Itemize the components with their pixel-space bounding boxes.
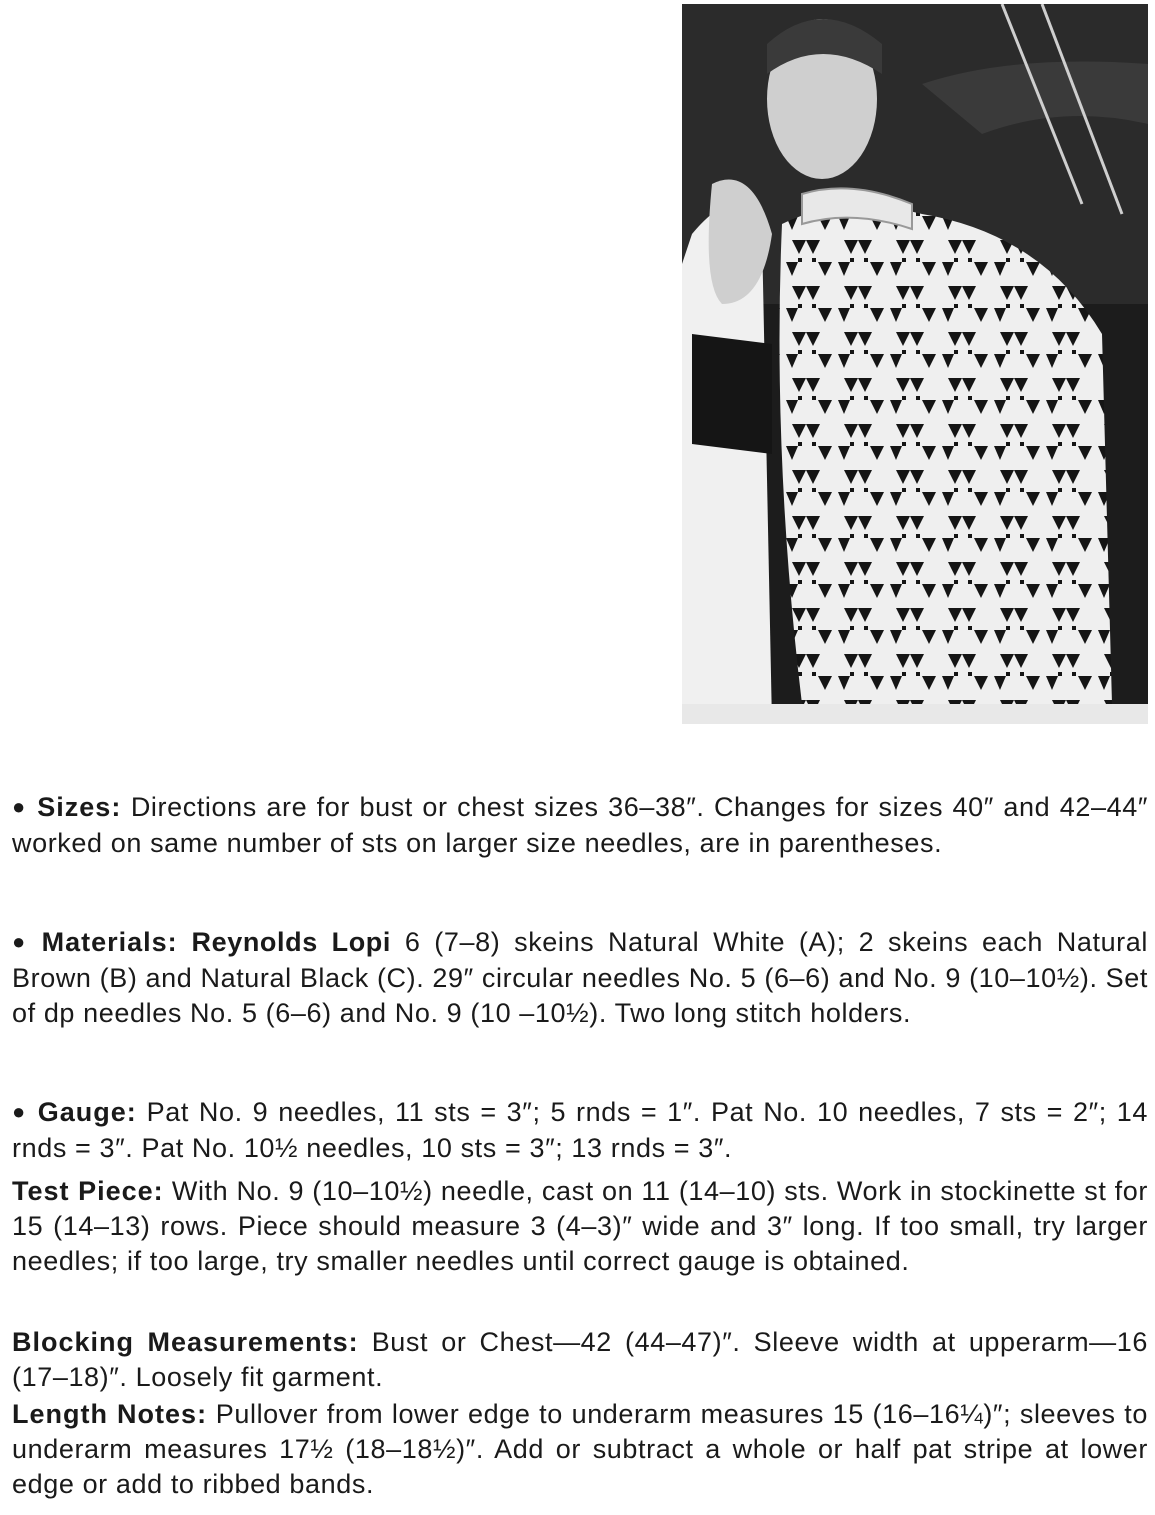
length-text: Pullover from lower edge to underarm measures 15 (16–16¼)″; sleeves to underarm measures 17½ (18–18½)″. Add or subtract a whole or half pat stripe at lower edge or add to ribbed bands. <box>12 1399 1148 1499</box>
yarn-brand: Reynolds Lopi <box>191 927 392 957</box>
bullet-icon: ● <box>12 929 32 954</box>
bullet-icon: ● <box>12 1099 28 1124</box>
materials-text: 6 (7–8) skeins Natural White (A); 2 skeins each Natural Brown (B) and Natural Black (C). 29″ circular needles No. 5 (6–6) and No. 9 (10–10½). Set of dp needles No. 5 (6–6) and No. 9 (10 –10½). Two long stitch holders. <box>12 927 1148 1028</box>
test-piece-text: With No. 9 (10–10½) needle, cast on 11 (14–10) sts. Work in stockinette st for 15 (14–13) rows. Piece should measure 3 (4–3)″ wide and 3″ long. If too small, try larger needles; if too large, try smaller needles until correct gauge is obtained. <box>12 1176 1148 1276</box>
bullet-icon: ● <box>12 794 28 819</box>
test-piece-label: Test Piece: <box>12 1176 164 1206</box>
test-piece-section <box>12 1174 1148 1279</box>
gauge-section <box>12 1095 1148 1166</box>
sizes-section <box>12 790 1148 861</box>
photo-illustration <box>682 4 1148 724</box>
length-section <box>12 1397 1148 1502</box>
blocking-text: Bust or Chest—42 (44–47)″. Sleeve width at upperarm—16 (17–18)″. Loosely fit garment. <box>12 1327 1148 1392</box>
materials-label: Materials: <box>41 927 178 957</box>
blocking-section <box>12 1325 1148 1395</box>
gauge-label: Gauge: <box>37 1097 137 1127</box>
length-label: Length Notes: <box>12 1399 208 1429</box>
sweater-photo <box>682 4 1148 724</box>
materials-section <box>12 925 1148 1031</box>
gauge-text: Pat No. 9 needles, 11 sts = 3″; 5 rnds = 1″. Pat No. 10 needles, 7 sts = 2″; 14 rnds = 3″. Pat No. 10½ needles, 10 sts = 3″; 13 rnds = 3″. <box>12 1097 1149 1163</box>
blocking-label: Blocking Measurements: <box>12 1327 359 1357</box>
sizes-text: Directions are for bust or chest sizes 36–38″. Changes for sizes 40″ and 42–44″ worked on same number of sts on larger size needles, are in parentheses. <box>12 792 1148 858</box>
sizes-label: Sizes: <box>37 792 122 822</box>
